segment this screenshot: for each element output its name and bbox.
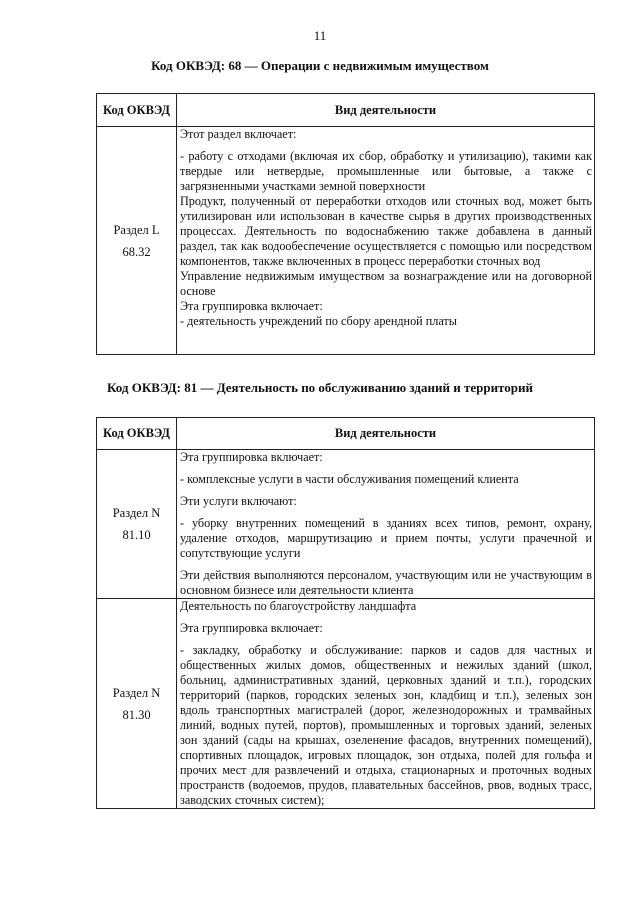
row-paragraph: Продукт, полученный от переработки отходов или сточных вод, может быть утилизирован или использован в качестве сырья в других производственных процессах. Деятельность по водоснабжению также добавлена в данный раздел, так как водообеспечение осуществляется с помощью или посредством компонентов, также включенных в процесс переработки сточных вод: [180, 194, 592, 268]
row-content: [177, 599, 595, 809]
row-section: Раздел N: [112, 506, 161, 520]
row-paragraph: - комплексные услуги в части обслуживания помещений клиента: [180, 472, 519, 486]
row-paragraph: - работу с отходами (включая их сбор, обработку и утилизацию), такими как твердые или нетвердые, промышленные или бытовые, а также с загрязненными участками земной поверхности: [180, 149, 592, 193]
row-code-cell: [97, 599, 177, 809]
row-paragraph: Этот раздел включает:: [180, 127, 297, 141]
row-code: 68.32: [122, 244, 151, 259]
okved-68-table: [96, 93, 595, 355]
row-paragraph: Эта группировка включает:: [180, 621, 323, 635]
table-row: [97, 599, 595, 809]
header-activity: Вид деятельности: [177, 418, 595, 450]
table-header-row: [97, 418, 595, 450]
table-row: [97, 450, 595, 599]
row-paragraph: Эта группировка включает:: [180, 450, 323, 464]
row-content: [177, 127, 595, 355]
section-heading-68: Код ОКВЭД: 68 — Операции с недвижимым имуществом: [151, 58, 489, 73]
header-code: Код ОКВЭД: [97, 94, 177, 127]
row-paragraph: Деятельность по благоустройству ландшафта: [180, 599, 417, 613]
row-paragraph: - деятельность учреждений по сбору арендной платы: [180, 314, 457, 328]
section-heading-81: Код ОКВЭД: 81 — Деятельность по обслуживанию зданий и территорий: [107, 380, 533, 395]
row-section: Раздел L: [113, 222, 160, 237]
okved-81-table: [96, 417, 595, 809]
row-code-cell: [97, 127, 177, 355]
row-paragraph: Эти услуги включают:: [180, 494, 297, 508]
row-content: [177, 450, 595, 599]
row-paragraph: - уборку внутренних помещений в зданиях всех типов, ремонт, охрану, удаление отходов, маршрутизацию и прием почты, услуги прачечной и сопутствующие услуги: [180, 516, 592, 560]
row-code: 81.30: [122, 707, 151, 722]
row-code-cell: [97, 450, 177, 599]
row-paragraph: Управление недвижимым имуществом за вознаграждение или на договорной основе: [180, 269, 592, 298]
table-row: [97, 127, 595, 355]
table-header-row: [97, 94, 595, 127]
row-code: 81.10: [122, 528, 151, 542]
header-activity: Вид деятельности: [177, 94, 595, 127]
header-code: Код ОКВЭД: [97, 418, 177, 450]
row-section: Раздел N: [112, 685, 161, 700]
row-paragraph: - закладку, обработку и обслуживание: парков и садов для частных и общественных жилых домов, общественных и нежилых зданий (школ, больниц, административных зданий, церковных зданий и т.п.), городских территорий (парков, городских зеленых зон, кладбищ и т.п.), зеленых зон вдоль транспортных магистралей (дорог, железнодорожных и трамвайных линий, водных путей, портов), промышленных и торговых зданий, зеленых зон зданий (сады на крышах, озеленение фасадов, внутренних помещений), спортивных площадок, игровых площадок, зон отдыха, полей для гольфа и прочих мест для развлечений и отдыха, стационарных и проточных водных пространств (водоемов, прудов, плавательных бассейнов, рвов, водных трасс, заводских сточных систем);: [180, 643, 592, 807]
row-paragraph: Эта группировка включает:: [180, 299, 323, 313]
row-paragraph: Эти действия выполняются персоналом, участвующим или не участвующим в основном бизнесе или деятельности клиента: [180, 568, 592, 597]
page-number: 11: [313, 28, 327, 43]
